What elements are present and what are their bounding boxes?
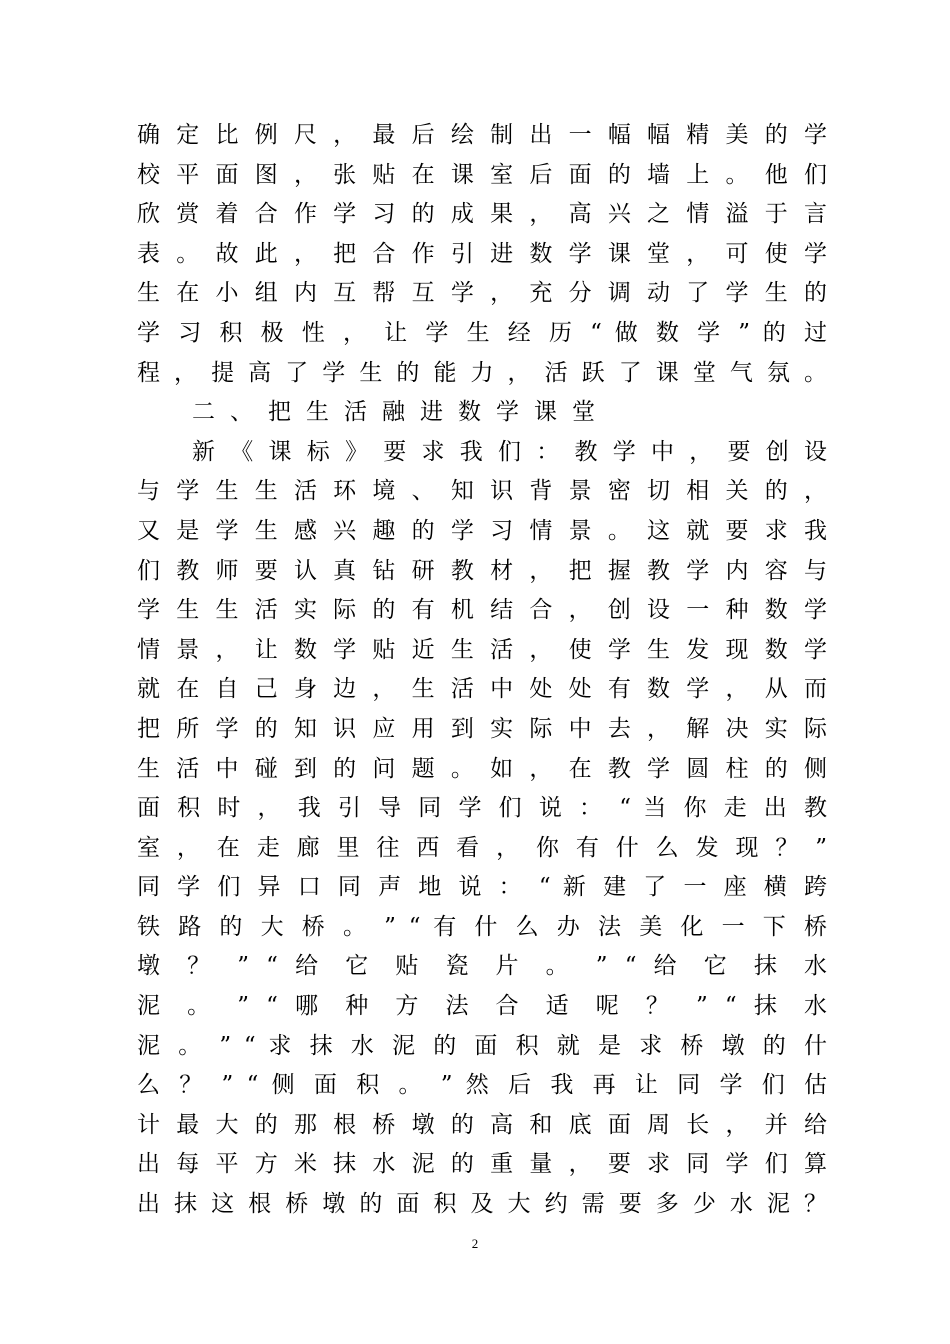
paragraph-line: 把 所 学 的 知 识 应 用 到 实 际 中 去 ， 解 决 实 际 — [137, 715, 827, 742]
paragraph-first-line: 新 《 课 标 》 要 求 我 们 ： 教 学 中 ， 要 创 设 — [192, 438, 827, 465]
paragraph-line: 出 每 平 方 米 抹 水 泥 的 重 量 ， 要 求 同 学 们 算 — [137, 1151, 827, 1178]
paragraph-line: 又 是 学 生 感 兴 趣 的 学 习 情 景 。 这 就 要 求 我 — [137, 517, 827, 544]
paragraph-line: 就 在 自 己 身 边 ， 生 活 中 处 处 有 数 学 ， 从 而 — [137, 676, 827, 703]
paragraph-line: 表 。 故 此 ， 把 合 作 引 进 数 学 课 堂 ， 可 使 学 — [137, 240, 827, 267]
paragraph-line: 泥 。 ” “ 求 抹 水 泥 的 面 积 就 是 求 桥 墩 的 什 — [137, 1032, 827, 1059]
paragraph-line: 校 平 面 图 ， 张 贴 在 课 室 后 面 的 墙 上 。 他 们 — [137, 161, 827, 188]
paragraph-line: 泥 。 ” “ 哪 种 方 法 合 适 呢 ？ ” “ 抹 水 — [137, 993, 827, 1020]
paragraph-line: 学 习 积 极 性 ， 让 学 生 经 历 “ 做 数 学 ” 的 过 — [137, 319, 827, 346]
paragraph-line: 确 定 比 例 尺 ， 最 后 绘 制 出 一 幅 幅 精 美 的 学 — [137, 122, 827, 148]
paragraph-line: 情 景 ， 让 数 学 贴 近 生 活 ， 使 学 生 发 现 数 学 — [137, 636, 827, 663]
body-text — [137, 116, 827, 1225]
section-heading: 二、把生活融进数学课堂 — [192, 399, 610, 426]
paragraph-line: 程 ， 提 高 了 学 生 的 能 力 ， 活 跃 了 课 堂 气 氛 。 — [137, 359, 827, 386]
paragraph-line: 室 ， 在 走 廊 里 往 西 看 ， 你 有 什 么 发 现 ？ ” — [137, 834, 827, 861]
paragraph-line: 同 学 们 异 口 同 声 地 说 ： “ 新 建 了 一 座 横 跨 — [137, 874, 827, 901]
paragraph-line: 欣 赏 着 合 作 学 习 的 成 果 ， 高 兴 之 情 溢 于 言 — [137, 201, 827, 228]
paragraph-line: 面 积 时 ， 我 引 导 同 学 们 说 ： “ 当 你 走 出 教 — [137, 795, 827, 822]
paragraph-line: 生 在 小 组 内 互 帮 互 学 ， 充 分 调 动 了 学 生 的 — [137, 280, 827, 307]
paragraph-line: 学 生 生 活 实 际 的 有 机 结 合 ， 创 设 一 种 数 学 — [137, 597, 827, 624]
paragraph-line: 么 ？ ” “ 侧 面 积 。 ” 然 后 我 再 让 同 学 们 估 — [137, 1072, 827, 1099]
paragraph-line: 出 抹 这 根 桥 墩 的 面 积 及 大 约 需 要 多 少 水 泥 ？ — [137, 1191, 827, 1218]
paragraph-line: 与 学 生 生 活 环 境 、 知 识 背 景 密 切 相 关 的 ， — [137, 478, 827, 505]
paragraph-line: 们 教 师 要 认 真 钻 研 教 材 ， 把 握 教 学 内 容 与 — [137, 557, 827, 584]
paragraph-line: 铁 路 的 大 桥 。 ” “ 有 什 么 办 法 美 化 一 下 桥 — [137, 913, 827, 940]
paragraph-line: 计 最 大 的 那 根 桥 墩 的 高 和 底 面 周 长 ， 并 给 — [137, 1111, 827, 1138]
paragraph-line: 墩 ？ ” “ 给 它 贴 瓷 片 。 ” “ 给 它 抹 水 — [137, 953, 827, 980]
page-number: 2 — [471, 1236, 479, 1251]
paragraph-line: 生 活 中 碰 到 的 问 题 。 如 ， 在 教 学 圆 柱 的 侧 — [137, 755, 827, 782]
